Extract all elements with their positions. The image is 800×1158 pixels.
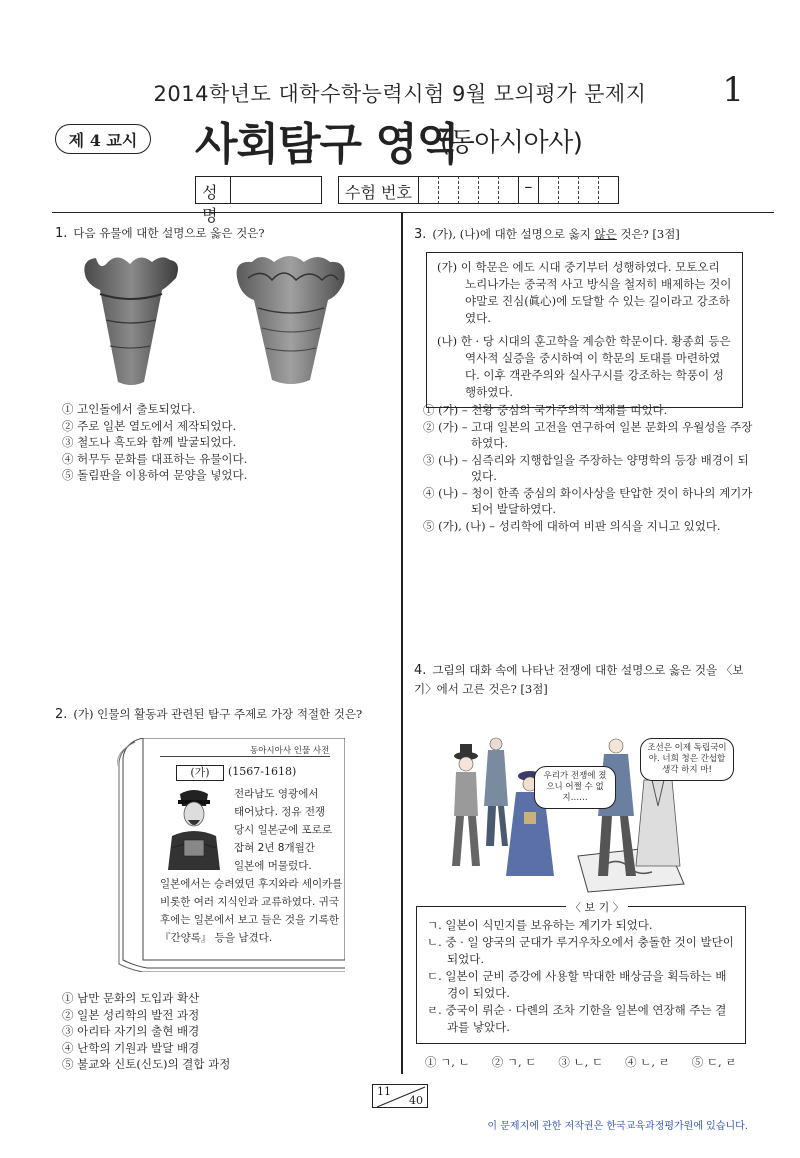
id-cell[interactable] xyxy=(479,176,499,204)
subject-title: 사회탐구 영역 xyxy=(195,119,459,170)
dictionary-line: 태어났다. 정유 전쟁 xyxy=(234,806,326,818)
q4-number: 4. xyxy=(414,663,427,678)
passage-a: (가) 이 학문은 에도 시대 중기부터 성행하였다. 모토오리 노리나가는 중국적 사고 방식을 철저히 배제하는 것이야말로 진심(眞心)에 도달할 수 있는 길이라고 강조하였다. xyxy=(437,260,732,325)
q3-question: (가), (나)에 대한 설명으로 옳지 xyxy=(432,227,595,241)
name-label: 성명 xyxy=(195,176,231,204)
bogi-box xyxy=(416,906,746,1044)
dictionary-line: 일본에 머물렀다. xyxy=(234,860,312,872)
choice-option[interactable]: ③ (나) – 심즉리와 지행합일을 주장하는 양명학의 등장 배경이 되었다. xyxy=(423,452,749,483)
q4-question: 그림의 대화 속에 나타난 전쟁에 대한 설명으로 옳은 것을 〈보기〉에서 고른 것은? [3점] xyxy=(414,663,744,696)
copyright-notice: 이 문제지에 관한 저작권은 한국교육과정평가원에 있습니다. xyxy=(487,1121,748,1132)
q1-question: 다음 유물에 대한 설명으로 옳은 것은? xyxy=(73,226,265,240)
dictionary-rule xyxy=(160,756,330,757)
choice-option[interactable]: ⑤ 불교와 신토(신도)의 결합 과정 xyxy=(62,1057,231,1071)
dictionary-line: 비롯한 여러 지식인과 교류하였다. 귀국 xyxy=(160,896,339,908)
id-cell[interactable] xyxy=(499,176,519,204)
choice-option[interactable]: ② 일본 성리학의 발전 과정 xyxy=(62,1007,200,1022)
name-field[interactable] xyxy=(195,176,322,225)
choice-option[interactable]: ③ ㄴ, ㄷ xyxy=(558,1055,604,1069)
id-cell[interactable] xyxy=(559,176,579,204)
q3-passage-box xyxy=(426,252,743,408)
q1-stem xyxy=(55,224,264,244)
choice-option[interactable]: ① ㄱ, ㄴ xyxy=(425,1055,470,1069)
choice-option[interactable]: ① (가) – 천황 중심의 국가주의적 색채를 띠었다. xyxy=(423,403,668,417)
dictionary-dates: (1567-1618) xyxy=(228,765,297,778)
pottery-image-right xyxy=(232,252,350,390)
exam-id-field[interactable] xyxy=(338,176,619,204)
page-number: 1 xyxy=(722,70,744,110)
bogi-item: ㄷ. 일본이 군비 증강에 사용할 막대한 배상금을 획득하는 배경이 되었다. xyxy=(427,969,727,1000)
subject-subtitle: (동아시아사) xyxy=(440,128,583,158)
choice-option[interactable]: ② ㄱ, ㄷ xyxy=(491,1055,537,1069)
choice-option[interactable]: ① 남만 문화의 도입과 확산 xyxy=(62,991,200,1005)
dictionary-line: 후에는 일본에서 보고 들은 것을 기록한 xyxy=(160,914,339,926)
choice-option[interactable]: ④ ㄴ, ㄹ xyxy=(625,1055,670,1069)
q3-choices xyxy=(423,402,753,534)
id-cell[interactable] xyxy=(579,176,599,204)
bogi-item: ㄹ. 중국이 뤼순 · 다롄의 조차 기한을 일본에 연장해 주는 결과를 낳았다. xyxy=(427,1003,727,1034)
q4-choices xyxy=(425,1054,736,1070)
choice-option[interactable]: ③ 아리타 자기의 출현 배경 xyxy=(62,1024,200,1038)
bogi-item: ㄱ. 일본이 식민지를 보유하는 계기가 되었다. xyxy=(427,918,653,932)
q2-stem xyxy=(55,705,362,725)
dictionary-term: (가) xyxy=(176,765,224,781)
dictionary-line: 당시 일본군에 포로로 xyxy=(234,824,332,836)
choice-option[interactable]: ② (가) – 고대 일본의 고전을 연구하여 일본 문화의 우월성을 주장하였다. xyxy=(423,419,753,450)
choice-option[interactable]: ② 주로 일본 열도에서 제작되었다. xyxy=(62,418,237,433)
choice-option[interactable]: ① 고인돌에서 출토되었다. xyxy=(62,402,196,416)
choice-option[interactable]: ⑤ ㄷ, ㄹ xyxy=(691,1055,737,1069)
dictionary-line: 일본에서는 승려였던 후지와라 세이카를 xyxy=(160,878,343,890)
id-cell[interactable] xyxy=(599,176,619,204)
q2-question: (가) 인물의 활동과 관련된 탐구 주제로 가장 적절한 것은? xyxy=(73,707,363,721)
dictionary-header: 동아시아사 인물 사전 xyxy=(250,746,330,756)
q3-question-emphasis: 않은 xyxy=(594,227,617,241)
session-badge: 제 4 교시 xyxy=(55,124,151,154)
dictionary-line: 『간양록』 등을 남겼다. xyxy=(160,932,273,944)
q3-stem xyxy=(414,225,680,245)
q1-choices xyxy=(62,401,247,484)
top-divider xyxy=(52,212,774,213)
page-current: 11 xyxy=(377,1085,391,1098)
portrait-image xyxy=(160,786,228,870)
dictionary-text-side xyxy=(234,785,332,875)
q3-number: 3. xyxy=(414,227,427,242)
bogi-title: 〈 보 기 〉 xyxy=(566,899,628,915)
column-divider xyxy=(401,212,403,1074)
page-counter xyxy=(372,1084,428,1108)
exam-id-label: 수험 번호 xyxy=(338,176,419,204)
page-total: 40 xyxy=(409,1094,423,1107)
q3-question-tail: 것은? [3점] xyxy=(616,227,680,241)
choice-option[interactable]: ⑤ (가), (나) – 성리학에 대하여 비판 의식을 지니고 있었다. xyxy=(423,518,721,533)
name-input-area[interactable] xyxy=(231,176,322,204)
dictionary-line: 잡혀 2년 8개월간 xyxy=(234,842,315,854)
q4-stem xyxy=(414,661,754,698)
q2-number: 2. xyxy=(55,707,68,722)
exam-title: 2014학년도 대학수학능력시험 9월 모의평가 문제지 xyxy=(153,82,647,106)
choice-option[interactable]: ④ (나) – 청이 한족 중심의 화이사상을 탄압한 것이 하나의 계기가 되어 발달하였다. xyxy=(423,485,753,516)
bogi-item: ㄴ. 중 · 일 양국의 군대가 루거우차오에서 충돌한 것이 발단이 되었다. xyxy=(427,935,734,966)
speech-bubble-left: 우리가 전쟁에 졌으니 어쩔 수 없지…… xyxy=(534,766,616,809)
dictionary-line: 전라남도 영광에서 xyxy=(234,788,319,800)
choice-option[interactable]: ③ 철도나 흑도와 함께 발굴되었다. xyxy=(62,435,237,449)
choice-option[interactable]: ④ 난학의 기원과 발달 배경 xyxy=(62,1040,200,1055)
q2-choices xyxy=(62,990,230,1073)
id-cell[interactable] xyxy=(419,176,439,204)
choice-option[interactable]: ⑤ 돌림판을 이용하여 문양을 넣었다. xyxy=(62,468,248,482)
choice-option[interactable]: ④ 허무두 문화를 대표하는 유물이다. xyxy=(62,451,248,466)
q1-number: 1. xyxy=(55,226,68,241)
id-cell[interactable] xyxy=(439,176,459,204)
id-separator: – xyxy=(519,176,539,204)
speech-bubble-right: 조선은 이제 독립국이야. 너희 청은 간섭할 생각 하지 마! xyxy=(640,738,734,781)
id-cell[interactable] xyxy=(459,176,479,204)
passage-b: (나) 한 · 당 시대의 훈고학을 계승한 학문이다. 황종희 등은 역사적 실증을 중시하여 이 학문의 토대를 마련하였다. 이후 객관주의와 실사구시를 강조하는 학풍이 성행하였다. xyxy=(437,334,731,399)
pottery-image-left xyxy=(78,250,184,390)
dictionary-text-full xyxy=(160,875,342,947)
id-cell[interactable] xyxy=(539,176,559,204)
